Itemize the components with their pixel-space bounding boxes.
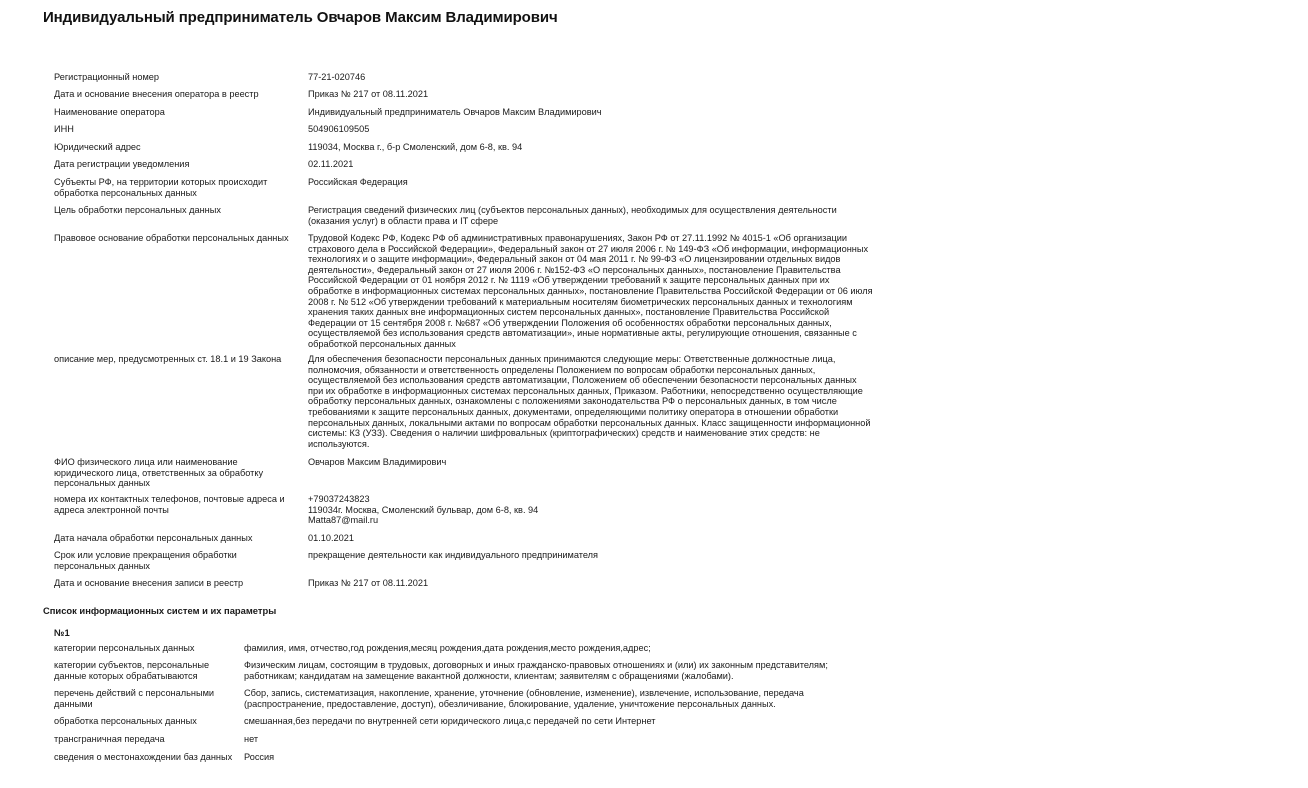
field-value-line: обработку персональных данных, ознакомлены с положениями законодательства РФ о персональных данных, в том числе [308, 396, 837, 407]
field-label: Цель обработки персональных данных [54, 205, 221, 215]
system-param-value [244, 660, 1244, 681]
system-param-value [244, 643, 1244, 654]
system-param-value-line: нет [244, 734, 259, 744]
system-param-label: трансграничная передача [54, 734, 165, 744]
field-value-line: 2008 г. № 512 «Об утверждении требований к материальным носителям биометрических персональных данных и технологиям [308, 296, 853, 307]
field-label: Правовое основание обработки персональных данных [54, 233, 289, 243]
field-value-line: +79037243823 [308, 494, 370, 504]
field-value-line: при их обработке в информационных системах персональных данных, Приказом. Работники, непосредственно осуществляющие [308, 385, 863, 396]
field-value-line: Российская Федерация [308, 177, 408, 187]
system-param-value-line: Сбор, запись, систематизация, накопление, хранение, уточнение (обновление, изменение), извлечение, использование, передача [244, 688, 804, 698]
field-value [308, 142, 1308, 153]
field-value-line: системы: К3 (УЗ3). Сведения о наличии шифровальных (криптографических) средств и наименование этих средств: не [308, 428, 820, 439]
field-value [308, 124, 1308, 135]
field-value-line: обработке в информационных системах персональных данных», постановление Правительства Российской Федерации от 06 июля [308, 285, 873, 296]
field-value [308, 107, 1308, 118]
field-label: Субъекты РФ, на территории которых происходит обработка персональных данных [54, 177, 268, 198]
system-param-label: категории субъектов, персональные данные которых обрабатываются [54, 660, 210, 681]
system-param-value-line: (распространение, предоставление, доступ), обезличивание, блокирование, удаление, уничтожение персональных данных. [244, 698, 776, 709]
field-value-line: используются. [308, 438, 370, 449]
field-value-line: осуществляемой без использования средств автоматизации, Положением об обеспечении безопасности персональных данных [308, 375, 857, 386]
field-value-line: Российской Федерации от 01 ноября 2012 г. № 1119 «Об утверждении требований к защите персональных данных при их [308, 275, 830, 286]
field-value-line: 504906109505 [308, 124, 370, 134]
field-value-line: Индивидуальный предприниматель Овчаров Максим Владимирович [308, 107, 602, 117]
field-value-line: 119034г. Москва, Смоленский бульвар, дом 6-8, кв. 94 [308, 504, 539, 515]
field-value [308, 177, 1308, 188]
system-param-value [244, 734, 1244, 745]
field-value [308, 233, 1308, 350]
field-value-line: Трудовой Кодекс РФ, Кодекс РФ об административных правонарушениях, Закон РФ от 27.11.1992 № 4015-1 «Об организации [308, 233, 848, 243]
field-label: Срок или условие прекращения обработки персональных данных [54, 550, 237, 571]
field-label: ИНН [54, 124, 74, 134]
system-param-value-line: Россия [244, 752, 275, 762]
system-param-label: перечень действий с персональными данными [54, 688, 215, 709]
field-value [308, 457, 1308, 468]
field-value-line: деятельности», Федеральный закон от 27 июля 2006 г. №152-ФЗ «О персональных данных», постановление Правительства [308, 264, 841, 275]
field-value-line: 77-21-020746 [308, 72, 366, 82]
field-value-line: Для обеспечения безопасности персональных данных принимаются следующие меры: Ответственные должностные лица, [308, 354, 836, 364]
field-value-line: персональных данных, локальными актами по вопросам обработки персональных данных. Класс защищенности информационной [308, 417, 871, 428]
field-value-line: Matta87@mail.ru [308, 515, 379, 526]
system-param-value [244, 716, 1244, 727]
field-label: номера их контактных телефонов, почтовые адреса и адреса электронной почты [54, 494, 285, 515]
field-value-line: (оказания услуг) в области права и IT сфере [308, 215, 499, 226]
field-value-line: Приказ № 217 от 08.11.2021 [308, 89, 429, 99]
field-value [308, 494, 1308, 526]
field-label: Наименование оператора [54, 107, 165, 117]
field-value [308, 354, 1308, 449]
field-label: Юридический адрес [54, 142, 141, 152]
field-label: Дата начала обработки персональных данных [54, 533, 253, 543]
field-value [308, 578, 1308, 589]
field-value [308, 72, 1308, 83]
field-value-line: 02.11.2021 [308, 159, 354, 169]
system-param-value-line: Физическим лицам, состоящим в трудовых, договорных и иных гражданско-правовых отношениях и (или) их законным представителям; [244, 660, 828, 670]
field-label: ФИО физического лица или наименование юридического лица, ответственных за обработку персональных данных [54, 457, 264, 489]
field-value-line: страхового дела в Российской Федерации», Федеральный закон от 27 июля 2006 г. № 149-ФЗ «Об информации, информационных [308, 243, 869, 254]
field-label: Дата и основание внесения записи в реестр [54, 578, 244, 588]
systems-section-heading: Список информационных систем и их параметры [43, 605, 277, 616]
field-label: Дата и основание внесения оператора в реестр [54, 89, 259, 99]
field-value-line: Регистрация сведений физических лиц (субъектов персональных данных), необходимых для осуществления деятельности [308, 205, 837, 215]
field-value-line: технологиях и о защите информации», Федеральный закон от 04 мая 2011 г. № 99-ФЗ «О лицензировании отдельных видов [308, 254, 841, 265]
field-value [308, 205, 1308, 226]
system-param-value-line: смешанная,без передачи по внутренней сети юридического лица,с передачей по сети Интернет [244, 716, 656, 726]
field-value-line: осуществляемой без использования средств автоматизации», иные нормативные акты, регулирующие отношения, связанные с [308, 328, 857, 339]
field-value [308, 89, 1308, 100]
field-value-line: обработкой персональных данных [308, 338, 456, 349]
field-value-line: требованиями к защите персональных данных, документами, определяющими политику оператора в отношении обработки [308, 406, 839, 417]
system-param-value [244, 688, 1244, 709]
field-label: описание мер, предусмотренных ст. 18.1 и 19 Закона [54, 354, 282, 364]
system-param-label: категории персональных данных [54, 643, 195, 653]
field-value-line: полномочия, обязанности и ответственность определены Положением по вопросам обработки персональных данных, [308, 364, 816, 375]
field-label: Регистрационный номер [54, 72, 159, 82]
system-param-value [244, 752, 1244, 763]
field-value-line: 01.10.2021 [308, 533, 354, 543]
field-value-line: хранения таких данных вне информационных систем персональных данных», постановление Правительства Российской [308, 307, 830, 318]
field-value-line: Приказ № 217 от 08.11.2021 [308, 578, 429, 588]
system-param-label: сведения о местонахождении баз данных [54, 752, 233, 762]
field-value-line: прекращение деятельности как индивидуального предпринимателя [308, 550, 599, 560]
system-number: №1 [54, 627, 70, 638]
field-value [308, 159, 1308, 170]
system-param-label: обработка персональных данных [54, 716, 197, 726]
page-title: Индивидуальный предприниматель Овчаров Максим Владимирович [43, 9, 558, 26]
field-value-line: Овчаров Максим Владимирович [308, 457, 447, 467]
field-value [308, 533, 1308, 544]
field-value-line: Федерации от 15 сентября 2008 г. №687 «Об утверждении Положения об особенностях обработки персональных данных, [308, 317, 832, 328]
system-param-value-line: работникам; кандидатам на замещение вакантной должности, клиентам; заявителям с обращениями (жалобами). [244, 670, 734, 681]
field-label: Дата регистрации уведомления [54, 159, 190, 169]
field-value [308, 550, 1308, 561]
system-param-value-line: фамилия, имя, отчество,год рождения,месяц рождения,дата рождения,место рождения,адрес; [244, 643, 651, 653]
field-value-line: 119034, Москва г., б-р Смоленский, дом 6-8, кв. 94 [308, 142, 523, 152]
